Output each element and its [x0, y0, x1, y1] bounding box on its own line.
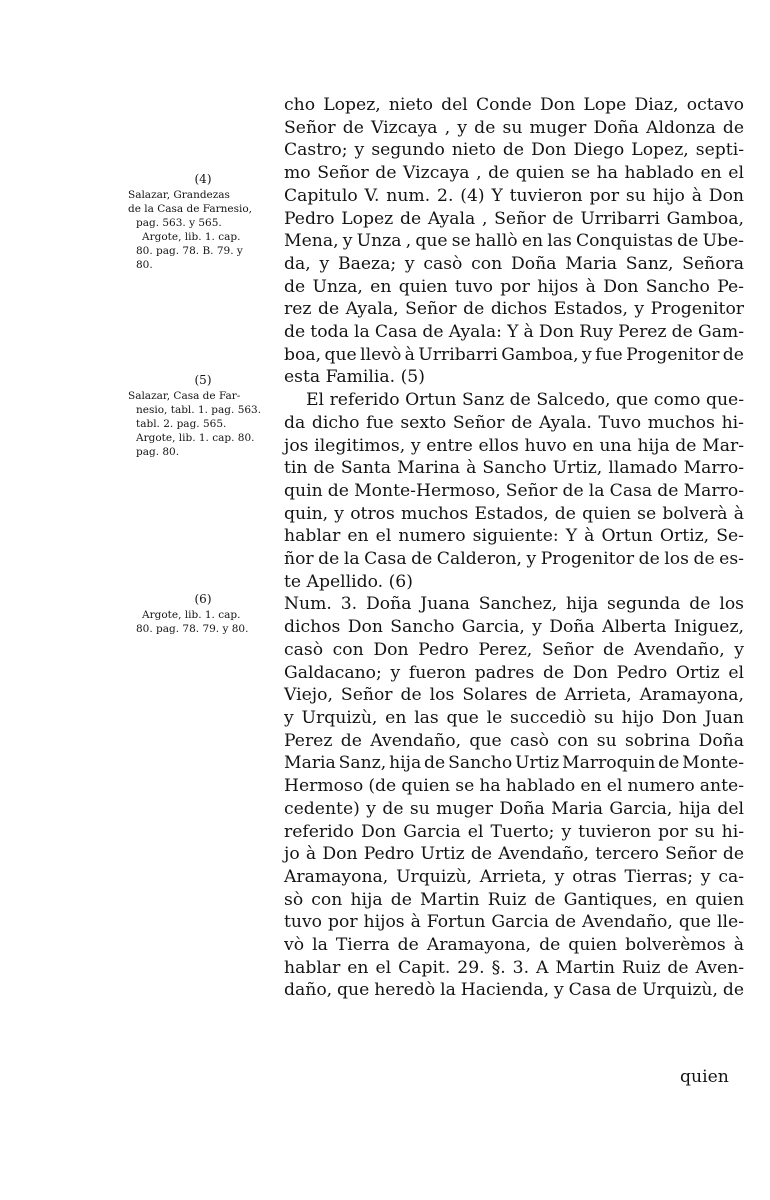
note-line: tabl. 2. pag. 565.: [136, 418, 227, 430]
text-line: referido Don Garcia el Tuerto; y tuvieron por su hi-: [284, 821, 745, 842]
margin-note-5: [128, 373, 278, 459]
text-line: hablar en el numero siguiente: Y à Ortun Ortiz, Se-: [284, 526, 744, 547]
note-line: de la Casa de Farnesio,: [128, 203, 253, 215]
margin-note-6: [128, 592, 278, 636]
text-line: Capitulo V. num. 2. (4) Y tuvieron por su hijo à Don: [284, 185, 744, 206]
text-line: quin, y otros muchos Estados, de quien se bolverà à: [284, 503, 744, 524]
note-number: (4): [194, 172, 212, 186]
note-number: (6): [194, 592, 212, 606]
note-line: Argote, lib. 1. cap.: [142, 231, 241, 243]
text-line: Perez de Avendaño, que casò con su sobrina Doña: [284, 730, 744, 751]
text-line: y Urquizù, en las que le succediò su hijo Don Juan: [284, 707, 744, 728]
text-line: mo Señor de Vizcaya , de quien se ha hablado en el: [284, 163, 744, 184]
text-line: daño, que heredò la Hacienda, y Casa de Urquizù, de: [284, 980, 745, 1001]
text-line: jos ilegitimos, y entre ellos huvo en una hija de Mar-: [284, 435, 745, 456]
note-line: nesio, tabl. 1. pag. 563.: [136, 404, 262, 416]
text-line: quin de Monte-Hermoso, Señor de la Casa de Marro-: [284, 480, 745, 501]
text-line: Mena, y Unza , que se hallò en las Conquistas de Ube-: [284, 231, 744, 252]
text-line: El referido Ortun Sanz de Salcedo, que como que-: [306, 390, 745, 411]
text-line: Galdacano; y fueron padres de Don Pedro Ortiz el: [284, 662, 745, 683]
text-line: hablar en el Capit. 29. §. 3. A Martin Ruiz de Aven-: [284, 957, 745, 978]
text-line: Hermoso (de quien se ha hablado en el numero ante-: [284, 776, 744, 797]
text-line: jo à Don Pedro Urtiz de Avendaño, tercero Señor de: [284, 844, 745, 865]
text-line: vò la Tierra de Aramayona, de quien bolverèmos à: [284, 935, 744, 956]
note-line: pag. 563. y 565.: [136, 217, 222, 229]
text-line: boa, que llevò à Urribarri Gamboa, y fue Progenitor de: [284, 344, 744, 365]
main-text-column: [284, 94, 744, 1002]
text-line: de Unza, en quien tuvo por hijos à Don Sancho Pe-: [284, 276, 744, 297]
text-line: tin de Santa Marina à Sancho Urtiz, llamado Marro-: [284, 458, 745, 479]
catchword: quien: [680, 1067, 729, 1087]
note-line: 80. pag. 78. B. 79. y: [136, 245, 243, 257]
text-line: sò con hija de Martin Ruiz de Gantiques, en quien: [284, 889, 745, 910]
text-line: te Apellido. (6): [284, 571, 413, 592]
margin-note-4: [128, 172, 278, 272]
text-line: Viejo, Señor de los Solares de Arrieta, Aramayona,: [284, 685, 744, 706]
text-line: da dicho fue sexto Señor de Ayala. Tuvo muchos hi-: [284, 412, 744, 433]
text-line: da, y Baeza; y casò con Doña Maria Sanz, Señora: [284, 253, 745, 274]
text-line: tuvo por hijos à Fortun Garcia de Avendaño, que lle-: [284, 912, 745, 933]
text-line: Aramayona, Urquizù, Arrieta, y otras Tierras; y ca-: [284, 866, 745, 887]
note-line: Salazar, Grandezas: [128, 189, 230, 201]
text-line: casò con Don Pedro Perez, Señor de Avendaño, y: [284, 639, 745, 660]
text-line: Num. 3. Doña Juana Sanchez, hija segunda de los: [284, 594, 744, 615]
text-line: cho Lopez, nieto del Conde Don Lope Diaz, octavo: [284, 95, 744, 115]
text-line: cedente) y de su muger Doña Maria Garcia, hija del: [284, 798, 744, 819]
text-line: dichos Don Sancho Garcia, y Doña Alberta Iniguez,: [284, 617, 744, 638]
text-line: Señor de Vizcaya , y de su muger Doña Aldonza de: [284, 117, 745, 138]
note-number: (5): [194, 373, 212, 387]
text-line: rez de Ayala, Señor de dichos Estados, y Progenitor: [284, 299, 745, 320]
text-line: ñor de la Casa de Calderon, y Progenitor de los de es-: [284, 549, 744, 570]
text-line: Pedro Lopez de Ayala , Señor de Urribarri Gamboa,: [284, 208, 744, 229]
note-line: pag. 80.: [136, 446, 180, 458]
note-line: 80. pag. 78. 79. y 80.: [136, 623, 249, 635]
text-line: Maria Sanz, hija de Sancho Urtiz Marroquin de Monte-: [284, 753, 745, 774]
text-line: de toda la Casa de Ayala: Y à Don Ruy Perez de Gam-: [284, 322, 745, 343]
text-line: Castro; y segundo nieto de Don Diego Lopez, septi-: [284, 140, 745, 161]
note-line: Argote, lib. 1. cap. 80.: [136, 432, 255, 444]
note-line: Argote, lib. 1. cap.: [142, 609, 241, 621]
text-line: esta Familia. (5): [284, 367, 425, 388]
note-line: 80.: [136, 259, 153, 271]
note-line: Salazar, Casa de Far-: [128, 390, 241, 402]
